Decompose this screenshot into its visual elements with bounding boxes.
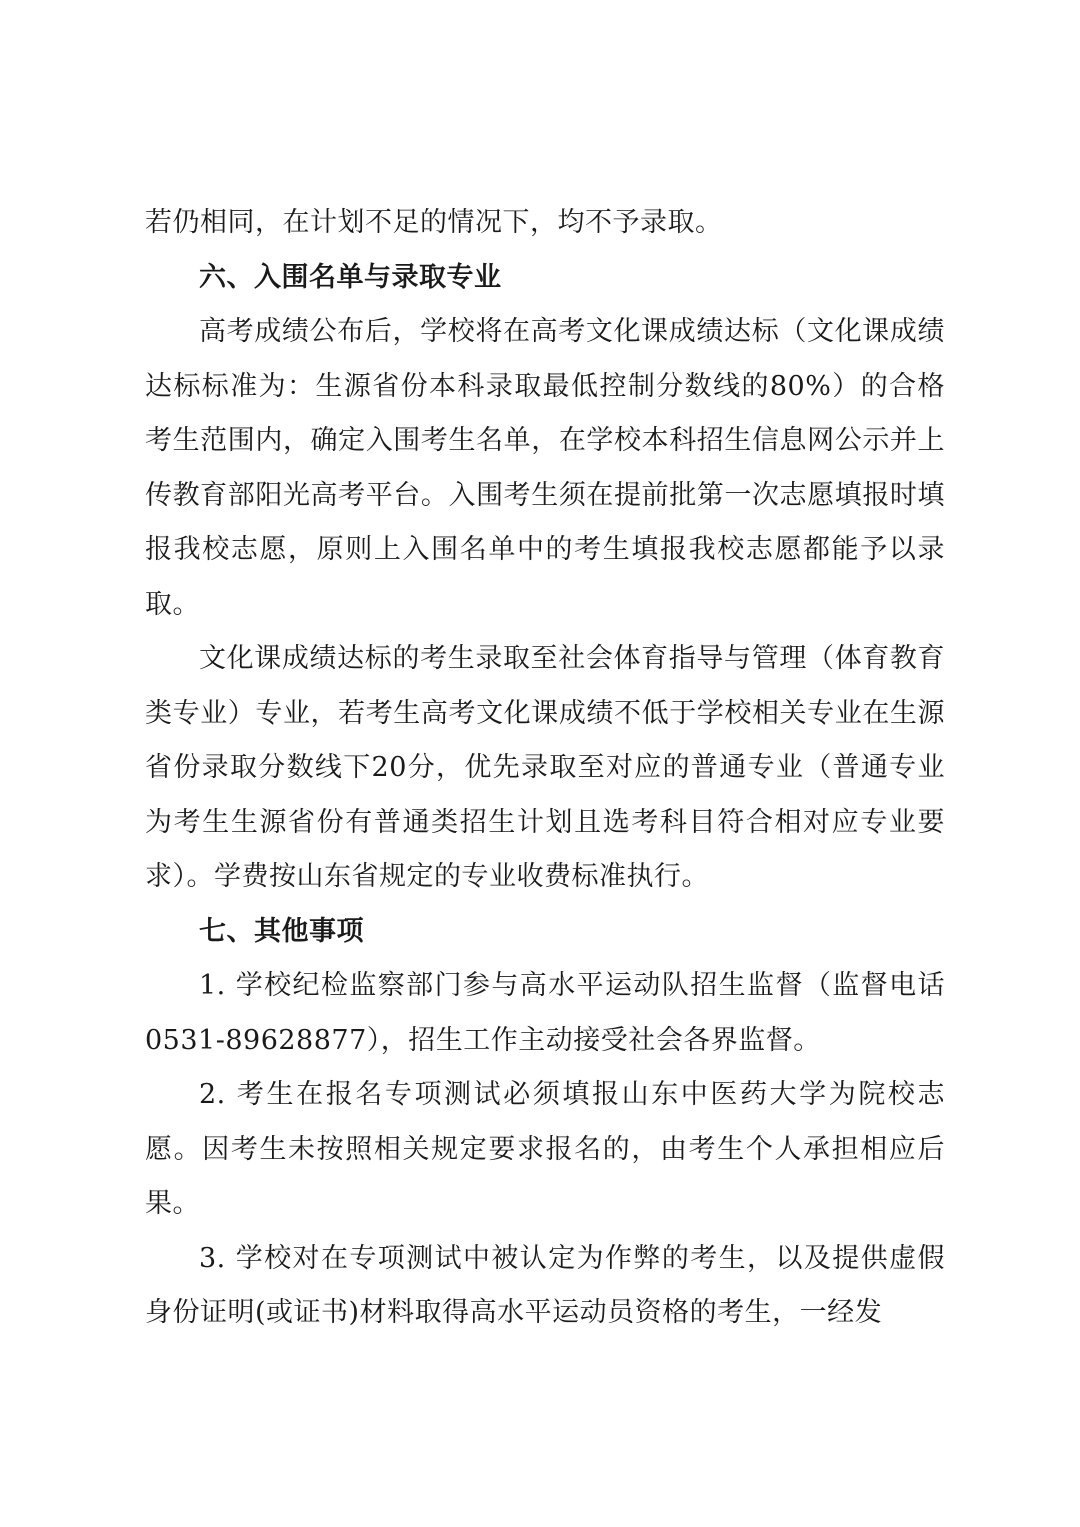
section-6-paragraph-2: 文化课成绩达标的考生录取至社会体育指导与管理（体育教育类专业）专业，若考生高考文化课成绩不低于学校相关专业在生源省份录取分数线下20分，优先录取至对应的普通专业（普通专业为考生生源省份有普通类招生计划且选考科目符合相对应专业要求）。学费按山东省规定的专业收费标准执行。	[145, 643, 945, 892]
section-6-paragraph-1: 高考成绩公布后，学校将在高考文化课成绩达标（文化课成绩达标标准为：生源省份本科录取最低控制分数线的80%）的合格考生范围内，确定入围考生名单，在学校本科招生信息网公示并上传教育部阳光高考平台。入围考生须在提前批第一次志愿填报时填报我校志愿，原则上入围名单中的考生填报我校志愿都能予以录取。	[145, 316, 945, 620]
document-page	[145, 196, 945, 1341]
section-7-item-1: 1. 学校纪检监察部门参与高水平运动队招生监督（监督电话 0531-89628877），招生工作主动接受社会各界监督。	[145, 970, 945, 1056]
section-7-heading: 七、其他事项	[199, 915, 364, 947]
continued-paragraph: 若仍相同，在计划不足的情况下，均不予录取。	[145, 207, 723, 238]
section-7-item-2: 2. 考生在报名专项测试必须填报山东中医药大学为院校志愿。因考生未按照相关规定要求报名的，由考生个人承担相应后果。	[145, 1079, 945, 1219]
section-6-heading: 六、入围名单与录取专业	[199, 261, 502, 293]
section-7-item-3: 3. 学校对在专项测试中被认定为作弊的考生，以及提供虚假身份证明(或证书)材料取得高水平运动员资格的考生，一经发	[145, 1242, 945, 1328]
